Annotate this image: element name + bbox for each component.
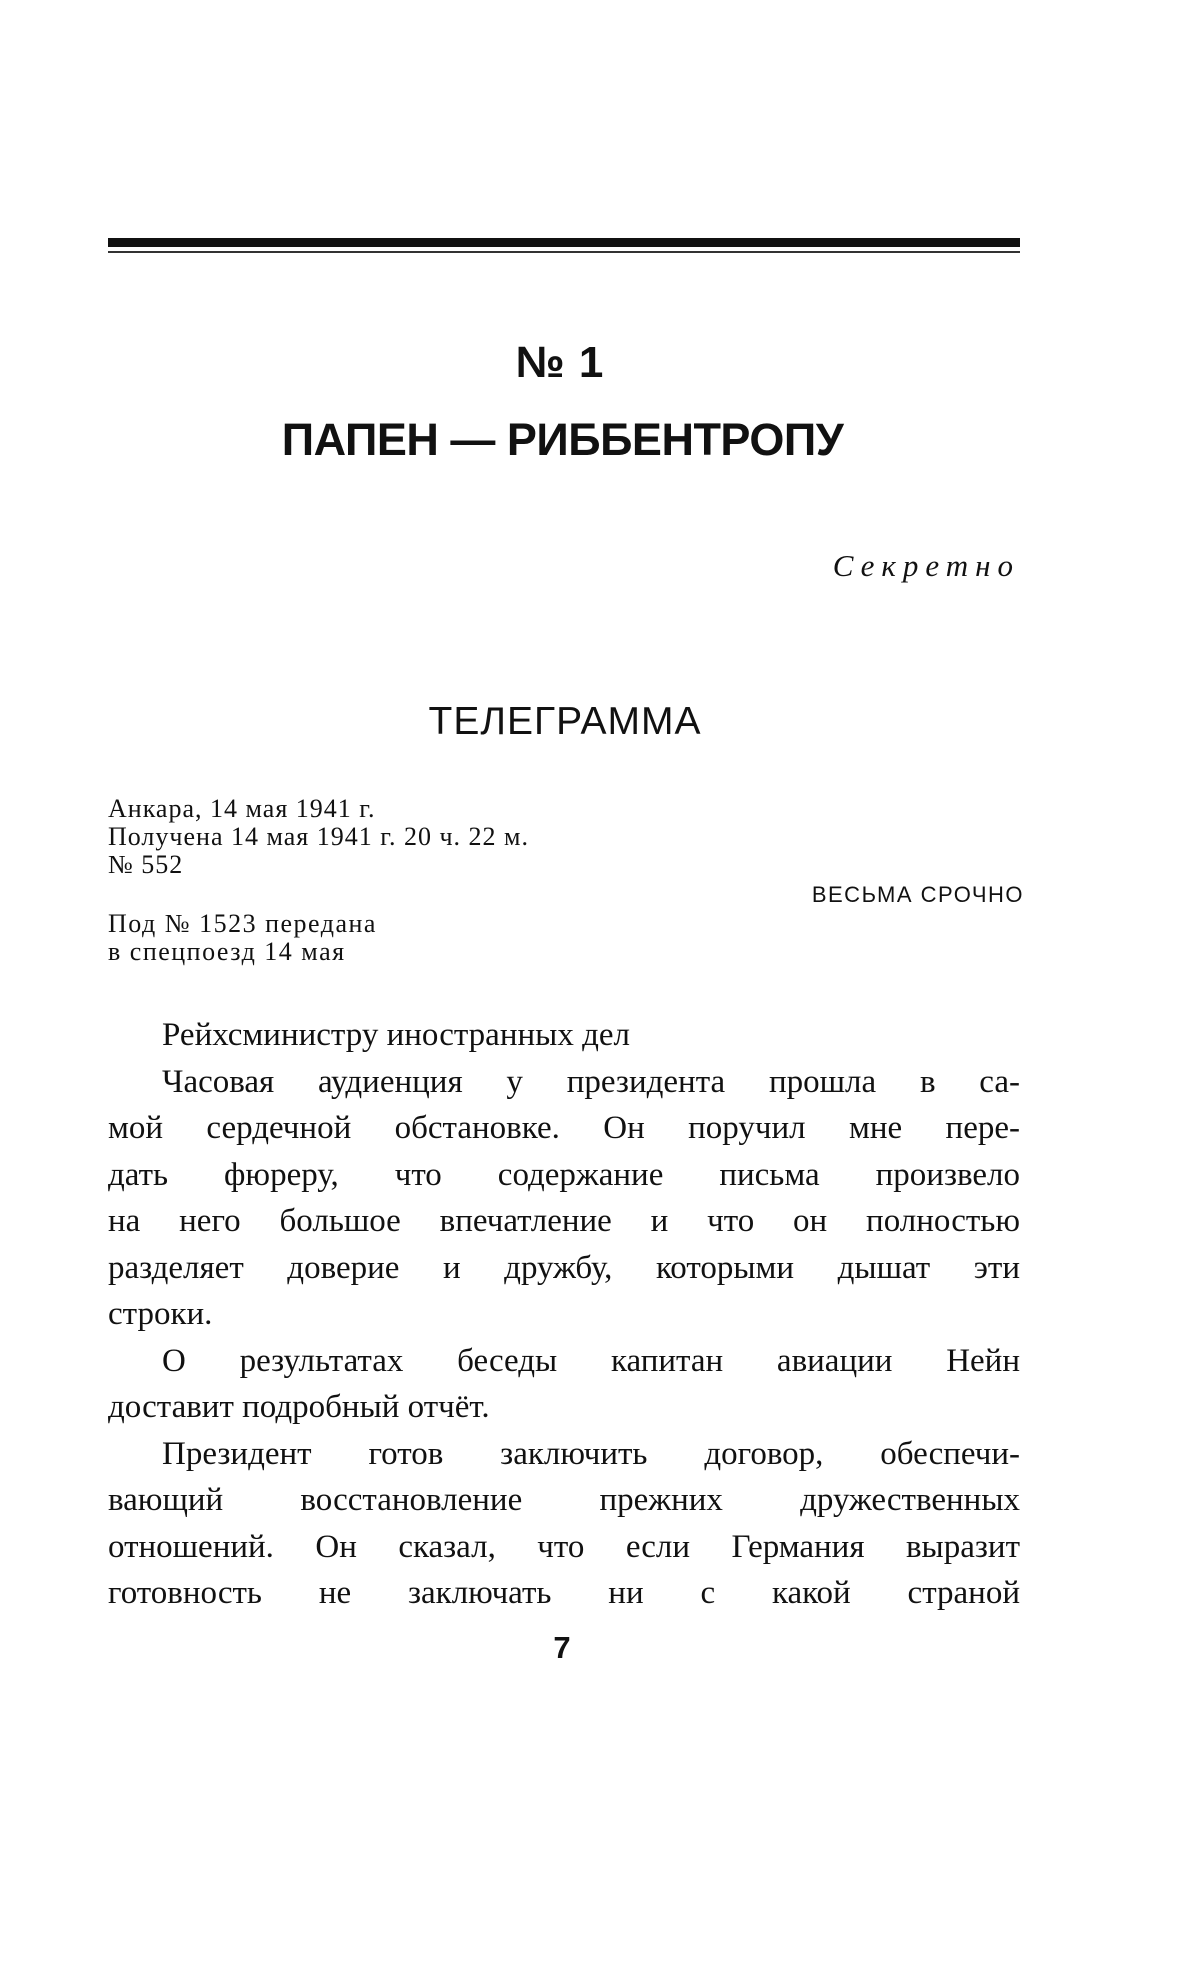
paragraph-3-line: Президент готов заключить договор, обеспечи- bbox=[162, 1435, 1020, 1472]
meta-transmitted-under: Под № 1523 передана bbox=[108, 909, 377, 938]
meta-special-train: в спецпоезд 14 мая bbox=[108, 937, 346, 966]
classification-label: Секретно bbox=[832, 548, 1020, 583]
paragraph-3-line: отношений. Он сказал, что если Германия выразит bbox=[108, 1528, 1020, 1565]
document-type-heading: ТЕЛЕГРАММА bbox=[428, 700, 702, 743]
top-rule-thick bbox=[108, 238, 1020, 247]
document-number: № 1 bbox=[515, 338, 605, 387]
paragraph-2-line: доставит подробный отчёт. bbox=[108, 1389, 490, 1425]
document-title: ПАПЕН — РИББЕНТРОПУ bbox=[281, 414, 844, 465]
paragraph-1-line: строки. bbox=[108, 1296, 213, 1332]
urgency-label: ВЕСЬМА СРОЧНО bbox=[811, 882, 1024, 907]
paragraph-3-line: вающий восстановление прежних дружественных bbox=[108, 1482, 1020, 1518]
top-rule-thin bbox=[108, 251, 1020, 253]
paragraph-1-line: на него большое впечатление и что он полностью bbox=[108, 1203, 1020, 1239]
page-number: 7 bbox=[553, 1630, 571, 1665]
meta-place-date: Анкара, 14 мая 1941 г. bbox=[108, 794, 376, 823]
paragraph-3-line: готовность не заключать ни с какой страной bbox=[108, 1575, 1020, 1611]
paragraph-1-line: мой сердечной обстановке. Он поручил мне пере- bbox=[108, 1110, 1020, 1146]
telegram-body bbox=[108, 1012, 1020, 1617]
meta-telegram-number: № 552 bbox=[108, 850, 184, 879]
paragraph-1-line: дать фюреру, что содержание письма произвело bbox=[108, 1156, 1020, 1193]
paragraph-1-line: Часовая аудиенция у президента прошла в са- bbox=[162, 1063, 1020, 1100]
meta-received: Получена 14 мая 1941 г. 20 ч. 22 м. bbox=[108, 822, 530, 851]
salutation: Рейхсминистру иностранных дел bbox=[162, 1017, 630, 1053]
paragraph-2-line: О результатах беседы капитан авиации Нейн bbox=[162, 1342, 1020, 1379]
paragraph-1-line: разделяет доверие и дружбу, которыми дышат эти bbox=[108, 1249, 1020, 1286]
